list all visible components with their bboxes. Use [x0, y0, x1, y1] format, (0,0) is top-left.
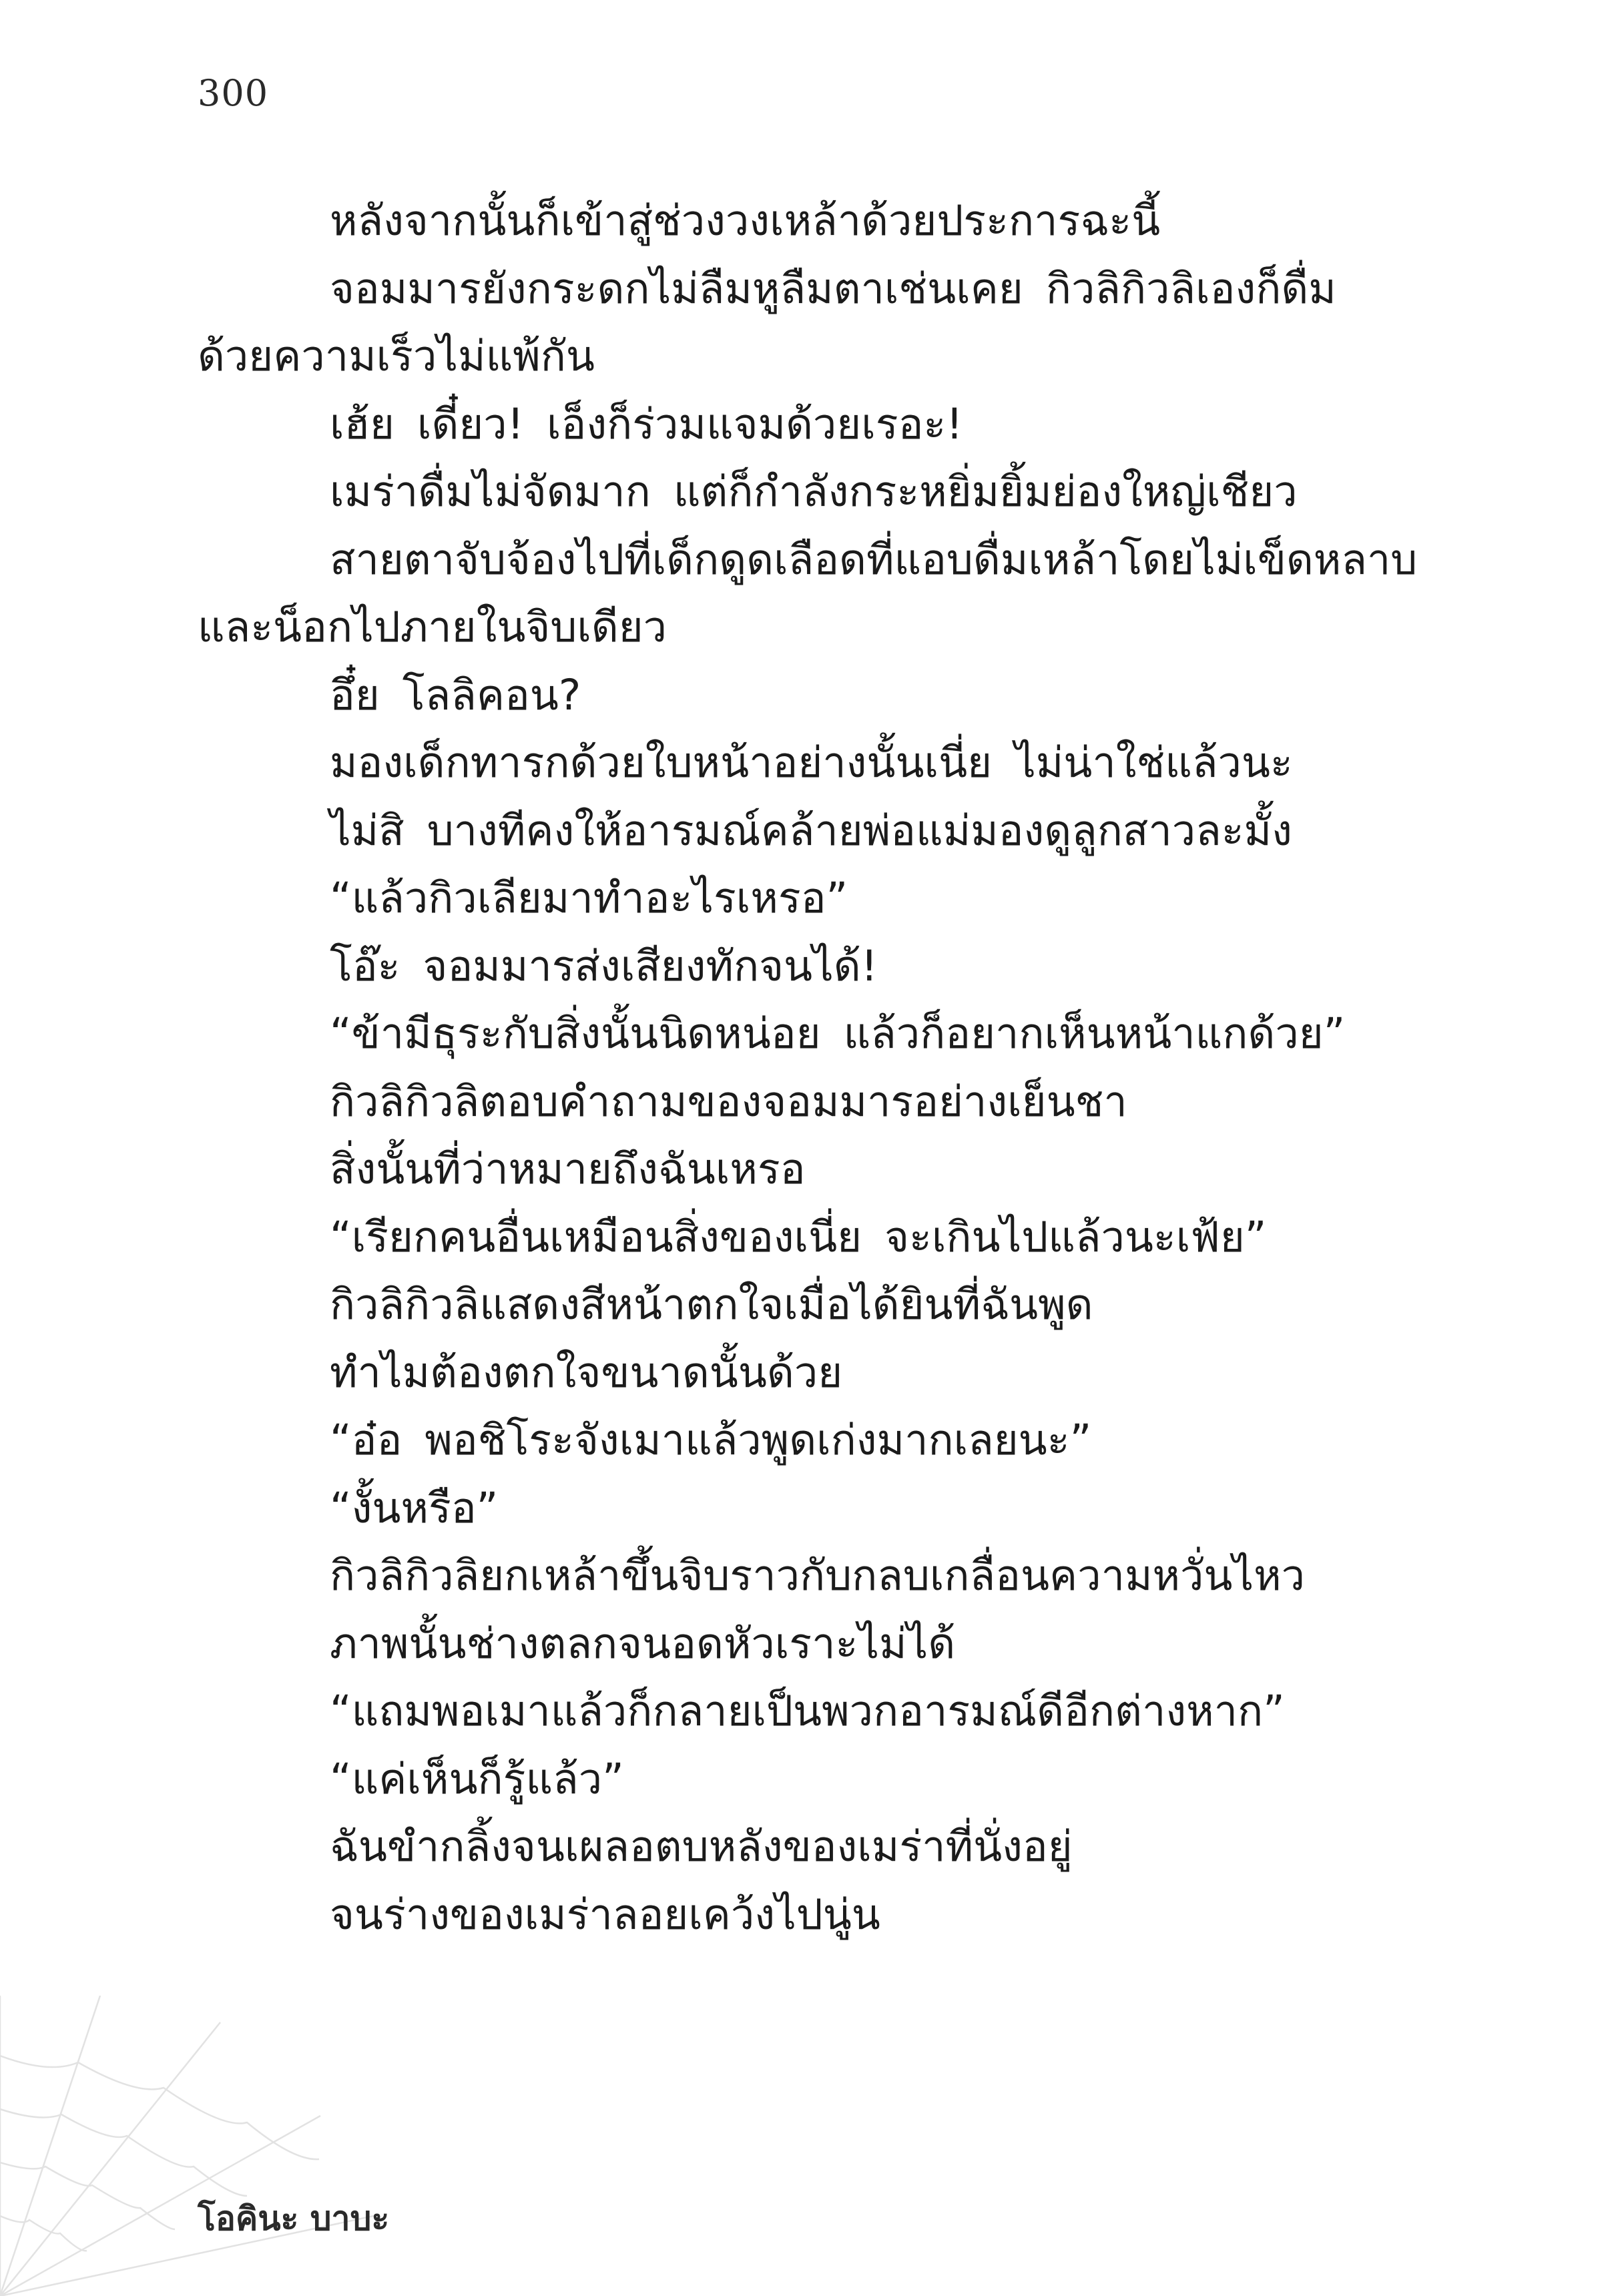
- line-text: “อ๋อ พอชิโระจังเมาแล้วพูดเก่งมากเลยนะ”: [330, 1416, 1092, 1464]
- line-text: หลังจากนั้นก็เข้าสู่ช่วงวงเหล้าด้วยประการฉะนี้: [330, 196, 1161, 245]
- line-text: ทำไมต้องตกใจขนาดนั้นด้วย: [330, 1348, 843, 1397]
- paragraph-line: [198, 1406, 1419, 1474]
- line-text: เมร่าดื่มไม่จัดมาก แต่ก็กำลังกระหยิ่มยิ้มย่องใหญ่เชียว: [330, 467, 1298, 516]
- line-text: มองเด็กทารกด้วยใบหน้าอย่างนั้นเนี่ย ไม่น่าใช่แล้วนะ: [330, 738, 1293, 787]
- running-footer-author: โอคินะ บาบะ: [198, 2199, 390, 2238]
- line-text: กิวลิกิวลิตอบคำถามของจอมมารอย่างเย็นชา: [330, 1077, 1127, 1126]
- paragraph-line: [198, 526, 1419, 594]
- line-text: อึ๋ย โลลิคอน?: [330, 670, 581, 720]
- paragraph-line: [198, 729, 1419, 797]
- paragraph-line: [198, 1474, 1419, 1542]
- line-text: ฉันขำกลิ้งจนเผลอตบหลังของเมร่าที่นั่งอยู่: [330, 1822, 1073, 1871]
- paragraph-line: [198, 1881, 1419, 1949]
- paragraph-line: [198, 1542, 1419, 1610]
- paragraph-line: [198, 1339, 1419, 1407]
- line-text: กิวลิกิวลิยกเหล้าขึ้นจิบราวกับกลบเกลื่อนความหวั่นไหว: [330, 1551, 1306, 1600]
- line-text: จนร่างของเมร่าลอยเคว้งไปนู่น: [330, 1890, 880, 1939]
- line-text: “แล้วกิวเลียมาทำอะไรเหรอ”: [330, 874, 848, 922]
- paragraph-line: [198, 187, 1419, 255]
- page-number: 300: [198, 72, 269, 114]
- line-text: ไม่สิ บางทีคงให้อารมณ์คล้ายพ่อแม่มองดูลูกสาวละมั้ง: [330, 806, 1292, 855]
- paragraph-line: [198, 458, 1419, 526]
- line-text: เฮ้ย เดี๋ยว! เอ็งก็ร่วมแจมด้วยเรอะ!: [330, 399, 963, 449]
- line-text: “ข้ามีธุระกับสิ่งนั้นนิดหน่อย แล้วก็อยากเห็นหน้าแกด้วย”: [330, 1009, 1346, 1058]
- paragraph-line: [198, 593, 1419, 661]
- line-text: และน็อกไปภายในจิบเดียว: [198, 603, 667, 651]
- paragraph-line: [198, 864, 1419, 932]
- cobweb-decoration: [0, 1996, 374, 2296]
- line-text: สิ่งนั้นที่ว่าหมายถึงฉันเหรอ: [330, 1145, 806, 1193]
- line-text: “เรียกคนอื่นเหมือนสิ่งของเนี่ย จะเกินไปแล้วนะเฟ้ย”: [330, 1212, 1267, 1261]
- paragraph-line: [198, 255, 1419, 323]
- body-text: [198, 187, 1419, 1948]
- line-text: ภาพนั้นช่างตลกจนอดหัวเราะไม่ได้: [330, 1619, 956, 1668]
- line-text: จอมมารยังกระดกไม่ลืมหูลืมตาเช่นเคย กิวลิกิวลิเองก็ดื่ม: [330, 264, 1336, 313]
- line-text: กิวลิกิวลิแสดงสีหน้าตกใจเมื่อได้ยินที่ฉันพูด: [330, 1280, 1093, 1329]
- paragraph-line: [198, 1745, 1419, 1813]
- line-text: “งั้นหรือ”: [330, 1483, 499, 1532]
- paragraph-line: [198, 322, 1419, 390]
- line-text: โอ๊ะ จอมมารส่งเสียงทักจนได้!: [330, 941, 878, 990]
- line-text: “แค่เห็นก็รู้แล้ว”: [330, 1754, 624, 1803]
- paragraph-line: [198, 1271, 1419, 1339]
- paragraph-line: [198, 661, 1419, 730]
- paragraph-line: [198, 1677, 1419, 1745]
- paragraph-line: [198, 1203, 1419, 1271]
- paragraph-line: [198, 797, 1419, 865]
- paragraph-line: [198, 1135, 1419, 1203]
- paragraph-line: [198, 1068, 1419, 1136]
- line-text: “แถมพอเมาแล้วก็กลายเป็นพวกอารมณ์ดีอีกต่างหาก”: [330, 1687, 1285, 1735]
- paragraph-line: [198, 1000, 1419, 1068]
- paragraph-line: [198, 932, 1419, 1000]
- paragraph-line: [198, 1813, 1419, 1881]
- paragraph-line: [198, 390, 1419, 459]
- line-text: ด้วยความเร็วไม่แพ้กัน: [198, 332, 595, 380]
- paragraph-line: [198, 1610, 1419, 1678]
- line-text: สายตาจับจ้องไปที่เด็กดูดเลือดที่แอบดื่มเหล้าโดยไม่เข็ดหลาบ: [330, 535, 1418, 584]
